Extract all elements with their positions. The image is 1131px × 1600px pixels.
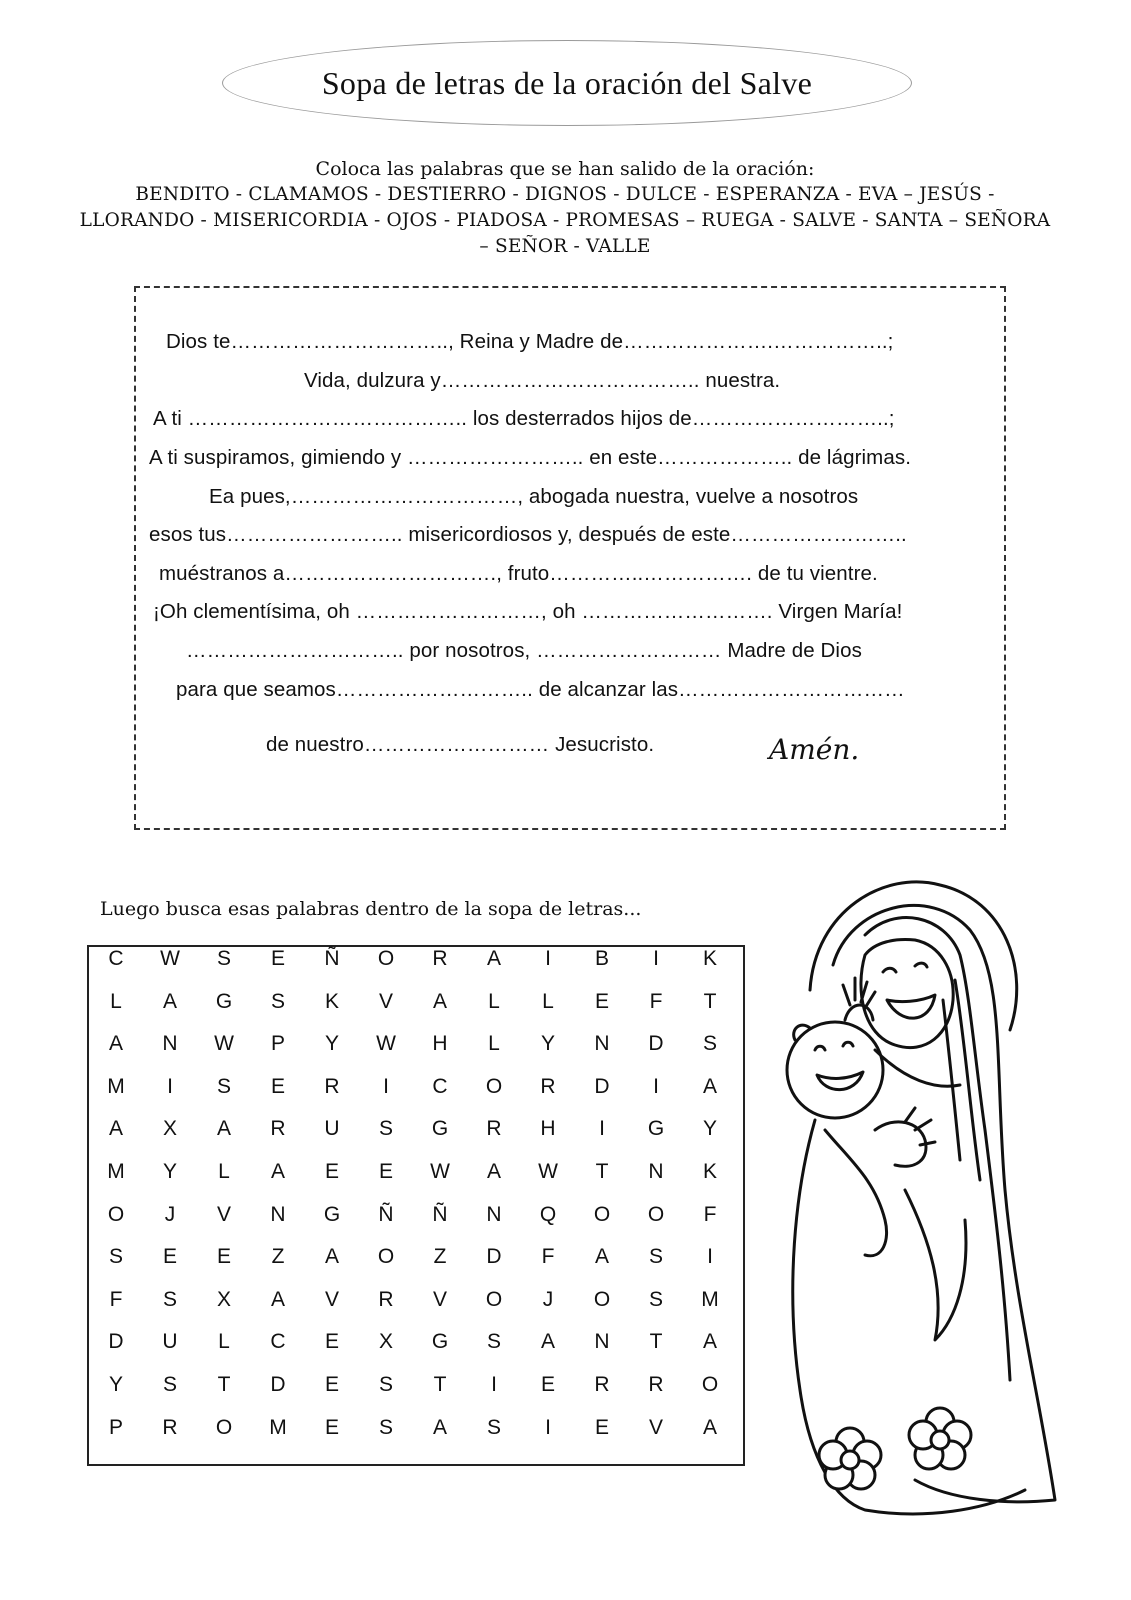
grid-cell: L <box>218 1160 230 1183</box>
grid-cell: C <box>108 947 124 970</box>
grid-cell: C <box>270 1330 286 1354</box>
grid-cell: A <box>540 1330 555 1354</box>
grid-cell: S <box>108 1245 123 1269</box>
grid-cell: M <box>269 1415 287 1439</box>
grid-cell: Z <box>271 1245 285 1269</box>
grid-cell: U <box>324 1117 340 1141</box>
word-list-line-2: LLORANDO - MISERICORDIA - OJOS - PIADOSA - PROMESAS – RUEGA - SALVE - SANTA – SEÑORA <box>79 210 1051 231</box>
grid-cell: G <box>647 1117 665 1141</box>
grid-cell: L <box>218 1330 230 1354</box>
grid-cell: A <box>486 1160 501 1183</box>
prayer-line-8: ¡Oh clementísima, oh ………………………, oh ………………………. Virgen María! <box>153 600 903 623</box>
grid-cell: N <box>594 1032 610 1056</box>
grid-cell: S <box>486 1415 501 1439</box>
grid-cell: O <box>377 947 395 970</box>
grid-cell: F <box>703 1202 717 1226</box>
prayer-line-10: para que seamos……………………….. de alcanzar las…………………………… <box>176 678 905 701</box>
grid-cell: Y <box>162 1160 177 1183</box>
grid-cell: F <box>541 1245 555 1269</box>
grid-cell: Ñ <box>324 947 340 970</box>
grid-cell: I <box>545 947 551 970</box>
grid-cell: O <box>701 1373 719 1396</box>
grid-cell: O <box>593 1202 611 1226</box>
grid-cell: Ñ <box>378 1202 394 1226</box>
grid-cell: N <box>270 1202 286 1226</box>
grid-cell: T <box>703 989 717 1013</box>
prayer-line-7: muéstranos a…………………………., fruto…………..……………. de tu vientre. <box>159 562 878 585</box>
prayer-line-2: Vida, dulzura y……………………………….. nuestra. <box>304 369 781 392</box>
child-face <box>787 1022 883 1118</box>
grid-cell: I <box>491 1373 497 1396</box>
grid-cell: E <box>216 1245 231 1269</box>
grid-cell: D <box>648 1032 664 1056</box>
grid-cell: W <box>214 1032 234 1056</box>
grid-cell: A <box>432 1415 447 1439</box>
grid-cell: A <box>594 1245 609 1269</box>
grid-cell: T <box>433 1373 447 1396</box>
grid-cell: V <box>648 1415 663 1439</box>
grid-cell: S <box>270 989 285 1013</box>
grid-cell: M <box>701 1287 719 1311</box>
grid-cell: N <box>486 1202 502 1226</box>
prayer-line-1: Dios te………………………….., Reina y Madre de………………….……………..; <box>166 330 894 353</box>
grid-cell: E <box>378 1160 393 1183</box>
grid-cell: O <box>377 1245 395 1269</box>
grid-cell: V <box>378 989 393 1013</box>
grid-cell: Y <box>324 1032 339 1056</box>
grid-cell: H <box>540 1117 556 1141</box>
grid-cell: A <box>702 1415 717 1439</box>
amen-signature: Amén. <box>769 733 860 766</box>
grid-cell: T <box>217 1373 231 1396</box>
grid-cell: L <box>542 989 554 1013</box>
grid-cell: M <box>107 1160 125 1183</box>
grid-cell: A <box>324 1245 339 1269</box>
grid-cell: E <box>594 989 609 1013</box>
grid-cell: Q <box>539 1202 557 1226</box>
prayer-line-5: Ea pues,……………………………, abogada nuestra, vuelve a nosotros <box>209 485 859 508</box>
grid-cell: O <box>485 1287 503 1311</box>
grid-cell: G <box>431 1330 449 1354</box>
search-instruction: Luego busca esas palabras dentro de la sopa de letras... <box>100 898 642 920</box>
grid-cell: A <box>216 1117 231 1141</box>
grid-cell: D <box>108 1330 124 1354</box>
grid-cell: A <box>270 1160 285 1183</box>
grid-cell: P <box>270 1032 285 1056</box>
grid-cell: I <box>383 1074 389 1098</box>
grid-cell: R <box>270 1117 286 1141</box>
grid-cell: X <box>378 1330 393 1354</box>
grid-cell: H <box>432 1032 448 1056</box>
grid-cell: E <box>324 1330 339 1354</box>
grid-cell: L <box>488 989 500 1013</box>
grid-cell: O <box>485 1074 503 1098</box>
grid-cell: I <box>545 1415 551 1439</box>
grid-cell: N <box>648 1160 664 1183</box>
grid-cell: S <box>216 1074 231 1098</box>
grid-cell: Y <box>108 1373 123 1396</box>
grid-cell: G <box>323 1202 341 1226</box>
page-title: Sopa de letras de la oración del Salve <box>321 64 813 101</box>
grid-cell: E <box>540 1373 555 1396</box>
title-banner <box>222 40 912 126</box>
instructions <box>60 156 1070 260</box>
grid-cell: Y <box>702 1117 717 1141</box>
grid-cell: M <box>107 1074 125 1098</box>
grid-cell: R <box>162 1415 178 1439</box>
grid-cell: R <box>648 1373 664 1396</box>
grid-cell: A <box>108 1032 123 1056</box>
grid-cell: S <box>486 1330 501 1354</box>
grid-cell: R <box>594 1373 610 1396</box>
grid-cell: A <box>270 1287 285 1311</box>
grid-cell: I <box>599 1117 605 1141</box>
grid-cell: W <box>376 1032 396 1056</box>
grid-cell: A <box>702 1330 717 1354</box>
grid-cell: A <box>486 947 501 970</box>
grid-cell: L <box>110 989 122 1013</box>
grid-cell: L <box>488 1032 500 1056</box>
grid-cell: E <box>324 1415 339 1439</box>
grid-cell: S <box>378 1117 393 1141</box>
grid-cell: S <box>648 1287 663 1311</box>
grid-cell: I <box>707 1245 713 1269</box>
grid-cell: R <box>324 1074 340 1098</box>
grid-cell: I <box>167 1074 173 1098</box>
grid-cell: S <box>378 1373 393 1396</box>
grid-cell: B <box>594 947 609 970</box>
grid-cell: R <box>432 947 448 970</box>
grid-cell: E <box>270 947 285 970</box>
grid-cell: W <box>538 1160 558 1183</box>
grid-cell: E <box>162 1245 177 1269</box>
grid-cell: N <box>594 1330 610 1354</box>
grid-cell: E <box>594 1415 609 1439</box>
grid-cell: Y <box>540 1032 555 1056</box>
grid-cell: U <box>162 1330 178 1354</box>
grid-cell: R <box>486 1117 502 1141</box>
instructions-lead: Coloca las palabras que se han salido de la oración: <box>315 158 815 180</box>
grid-cell: I <box>653 947 659 970</box>
grid-cell: Z <box>433 1245 447 1269</box>
word-search-grid <box>87 945 745 1466</box>
prayer-line-3: A ti ………………………………….. los desterrados hijos de………………………..; <box>153 407 895 430</box>
prayer-line-4: A ti suspiramos, gimiendo y …………………….. en este……………….. de lágrimas. <box>149 446 911 469</box>
grid-cell: N <box>162 1032 178 1056</box>
prayer-line-6: esos tus…………………….. misericordiosos y, después de este…………………….. <box>149 523 907 546</box>
grid-cell: P <box>108 1415 123 1439</box>
grid-cell: J <box>164 1202 176 1226</box>
grid-cell: V <box>216 1202 231 1226</box>
grid-cell: O <box>215 1415 233 1439</box>
grid-cell: A <box>702 1074 717 1098</box>
grid-cell: Ñ <box>432 1202 448 1226</box>
grid-cell: S <box>162 1287 177 1311</box>
flower-left <box>819 1428 881 1489</box>
grid-cell: S <box>702 1032 717 1056</box>
grid-cell: O <box>107 1202 125 1226</box>
grid-cell: E <box>324 1160 339 1183</box>
grid-cell: O <box>647 1202 665 1226</box>
grid-cell: K <box>324 989 339 1013</box>
grid-cell: J <box>542 1287 554 1311</box>
grid-cell: S <box>162 1373 177 1396</box>
grid-cell: D <box>486 1245 502 1269</box>
grid-cell: W <box>430 1160 450 1183</box>
flower-right <box>909 1408 971 1469</box>
grid-cell: E <box>270 1074 285 1098</box>
grid-cell: S <box>378 1415 393 1439</box>
grid-cell: A <box>432 989 447 1013</box>
prayer-line-9: ………………………….. por nosotros, ……………………… Madre de Dios <box>186 639 862 662</box>
word-list-line-3: – SEÑOR - VALLE <box>479 236 651 257</box>
grid-cell: A <box>108 1117 123 1141</box>
grid-cell: T <box>649 1330 663 1354</box>
grid-cell: D <box>594 1074 610 1098</box>
grid-cell: R <box>540 1074 556 1098</box>
grid-cell: E <box>324 1373 339 1396</box>
grid-cell: C <box>432 1074 448 1098</box>
grid-cell: A <box>162 989 177 1013</box>
word-list-line-1: BENDITO - CLAMAMOS - DESTIERRO - DIGNOS - DULCE - ESPERANZA - EVA – JESÚS - <box>135 184 995 205</box>
grid-cell: F <box>109 1287 123 1311</box>
grid-cell: V <box>432 1287 447 1311</box>
grid-cell: D <box>270 1373 286 1396</box>
grid-cell: F <box>649 989 663 1013</box>
grid-cell: O <box>593 1287 611 1311</box>
prayer-line-11: de nuestro……………………… Jesucristo. <box>266 733 655 756</box>
grid-cell: I <box>653 1074 659 1098</box>
virgin-mary-with-child-illustration <box>755 860 1075 1600</box>
grid-cell: K <box>702 947 717 970</box>
grid-cell: S <box>216 947 231 970</box>
grid-cell: X <box>216 1287 231 1311</box>
grid-cell: W <box>160 947 180 970</box>
grid-cell: V <box>324 1287 339 1311</box>
grid-cell: S <box>648 1245 663 1269</box>
grid-cell: G <box>431 1117 449 1141</box>
grid-cell: R <box>378 1287 394 1311</box>
grid-cell: X <box>162 1117 177 1141</box>
grid-cell: G <box>215 989 233 1013</box>
grid-cell: K <box>702 1160 717 1183</box>
grid-cell: T <box>595 1160 609 1183</box>
